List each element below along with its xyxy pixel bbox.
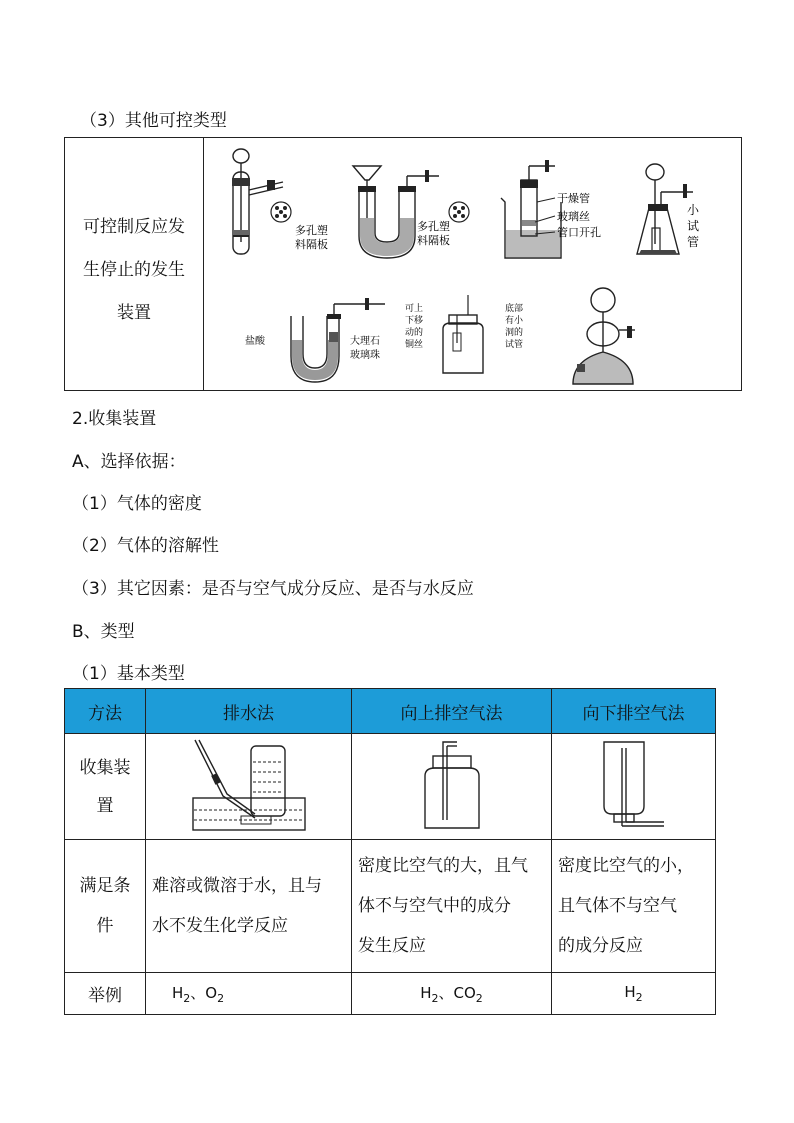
downward-air-diagram — [552, 734, 716, 840]
board-label-2a: 多孔塑 — [417, 220, 450, 233]
formula-sub: 2 — [475, 992, 483, 1005]
header-upward-air: 向上排空气法 — [352, 689, 552, 734]
condition-text: 难溶或微溶于水，且与 — [152, 876, 322, 896]
box-label — [65, 206, 203, 335]
a-item-1: （1）气体的密度 — [72, 494, 202, 514]
dry-tube-label: 干燥管 — [557, 192, 590, 205]
device-label-line: 置 — [96, 795, 114, 816]
formula-sub: 2 — [431, 992, 439, 1005]
downward-air-bottle-icon — [594, 736, 674, 832]
hcl-label: 盐酸 — [245, 336, 265, 347]
small-tube-label-3: 管 — [687, 235, 700, 249]
upward-air-bottle-icon — [407, 736, 497, 832]
condition-downward-air — [552, 840, 716, 973]
copper-wire-label-3: 动的 — [405, 328, 424, 338]
bottom-hole-label-2: 有小 — [505, 316, 524, 326]
board-label-2b: 料隔板 — [417, 234, 450, 247]
example-row-label: 举例 — [65, 973, 146, 1015]
heading-other-types: （3）其他可控类型 — [80, 111, 227, 131]
formula: O — [205, 984, 218, 1002]
a-item-2: （2）气体的溶解性 — [72, 536, 219, 556]
device-label-line: 收集装 — [79, 757, 131, 778]
separator: 、 — [190, 984, 206, 1002]
box-label-line: 可控制反应发 — [83, 217, 185, 237]
formula: H — [624, 983, 636, 1001]
marble-label: 大理石 — [350, 336, 380, 347]
condition-text: 水不发生化学反应 — [152, 916, 288, 936]
small-tube-label-2: 试 — [687, 219, 700, 233]
condition-label-line: 满足条 — [79, 876, 131, 896]
apparatus-u-tube-marble — [245, 296, 425, 391]
apparatus-beaker-drying-tube — [495, 158, 635, 268]
board-label-1b: 料隔板 — [295, 238, 328, 251]
example-downward-air — [552, 973, 716, 1015]
condition-text: 密度比空气的小， — [558, 856, 694, 876]
condition-text: 的成分反应 — [558, 936, 643, 956]
condition-text: 密度比空气的大，且气 — [358, 856, 528, 876]
header-method: 方法 — [65, 689, 146, 734]
box-divider — [203, 138, 204, 390]
a-item-3: （3）其它因素：是否与空气成分反应、是否与水反应 — [72, 579, 474, 599]
apparatus-kipp-generator — [565, 280, 655, 390]
board-label-2 — [415, 218, 495, 258]
apparatus-flask-small-tube — [631, 158, 731, 268]
b-title: B、类型 — [72, 622, 135, 642]
header-water: 排水法 — [146, 689, 352, 734]
small-tube-label-1: 小 — [687, 203, 700, 217]
condition-text: 发生反应 — [358, 936, 426, 956]
bottom-hole-label-1: 底部 — [505, 304, 524, 314]
formula-sub: 2 — [183, 992, 191, 1005]
box-label-line: 生停止的发生 — [83, 260, 185, 280]
bottom-hole-label-4: 试管 — [505, 340, 524, 350]
small-tube-label — [685, 200, 715, 270]
apparatus-funnel-tube — [223, 142, 353, 262]
board-label-1a: 多孔塑 — [295, 224, 328, 237]
water-method-diagram — [146, 734, 352, 840]
collection-table — [64, 688, 716, 1015]
condition-water — [146, 840, 352, 973]
separator: 、 — [438, 984, 454, 1002]
apparatus-bottle-copper-wire — [405, 293, 575, 383]
b1-title: （1）基本类型 — [72, 664, 185, 684]
condition-label-line: 件 — [96, 916, 114, 936]
glass-wool-label: 玻璃丝 — [557, 210, 590, 223]
example-upward-air — [352, 973, 552, 1015]
a-title: A、选择依据： — [72, 452, 186, 472]
copper-wire-label-1: 可上 — [405, 304, 424, 314]
formula-sub: 2 — [635, 991, 643, 1004]
tube-hole-label: 管口开孔 — [557, 226, 601, 239]
section-2-title: 2.收集装置 — [72, 409, 157, 429]
device-row-label — [65, 734, 146, 840]
condition-upward-air — [352, 840, 552, 973]
header-downward-air: 向下排空气法 — [552, 689, 716, 734]
copper-wire-label-4: 铜丝 — [405, 340, 424, 350]
water-collection-icon — [189, 736, 309, 832]
controllable-devices-box — [64, 137, 742, 391]
formula: H — [420, 984, 432, 1002]
example-water — [146, 973, 352, 1015]
copper-wire-label-2: 下移 — [405, 316, 424, 326]
condition-text: 且气体不与空气 — [558, 896, 677, 916]
formula: CO — [453, 984, 476, 1002]
condition-row-label — [65, 840, 146, 973]
condition-text: 体不与空气中的成分 — [358, 896, 511, 916]
bottom-hole-label-3: 洞的 — [505, 328, 524, 338]
formula-sub: 2 — [217, 992, 225, 1005]
box-label-line: 装置 — [117, 303, 151, 323]
upward-air-diagram — [352, 734, 552, 840]
formula: H — [172, 984, 184, 1002]
glass-beads-label: 玻璃珠 — [350, 350, 380, 361]
